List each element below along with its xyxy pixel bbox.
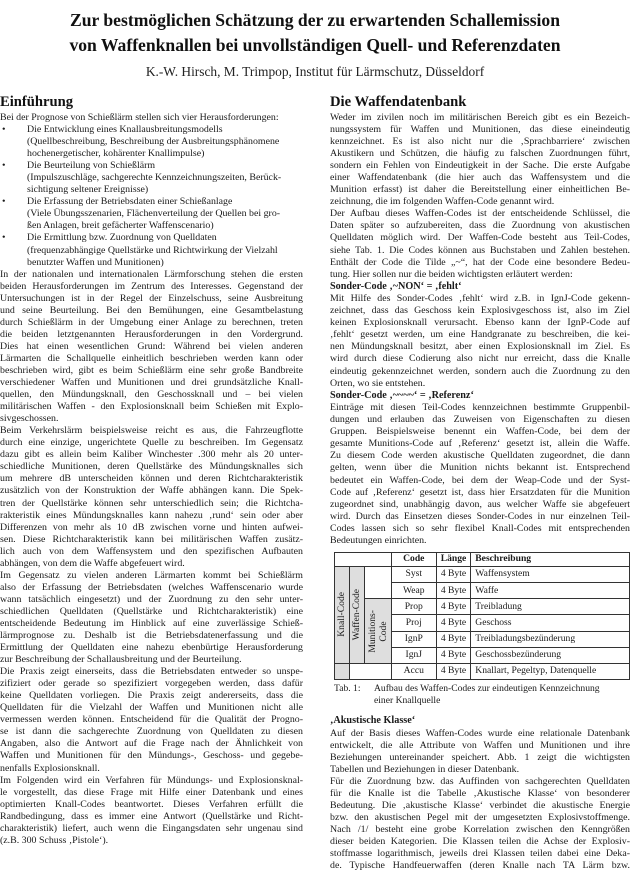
cell-length: 4 Byte bbox=[436, 566, 471, 582]
bullet-line: (Quellbeschreibung, Beschreibung der Ausbreitungsphänomene bbox=[27, 136, 280, 148]
paragraph bbox=[0, 775, 303, 847]
text-line: schiedlichen Quelldaten (Quellstärke und Richtcharakteristik) eine bbox=[0, 605, 303, 617]
table-caption bbox=[334, 683, 630, 706]
group-waffen-code bbox=[349, 566, 364, 663]
text-line: Akustikern und Schützen, die häufig zu falschen Zuordnungen führt, bbox=[330, 148, 630, 160]
text-line: wird durch diese Codierung also nicht nur erreicht, dass die Knalle bbox=[330, 353, 630, 365]
text-line: Beziehungen untereinander speichert. Abb. 1 zeigt die wichtigsten bbox=[330, 751, 630, 763]
text-line: zifiziert oder gerade so spezifiziert vorgegeben werden, dass dafür bbox=[0, 678, 303, 690]
text-line: eindeutig gekennzeichnet werden, sondern auch die Zuordnung zu den bbox=[330, 365, 630, 377]
text-line: dieser beiden Kategorien. Die Klassen teilen die Achse der Explosiv- bbox=[330, 836, 630, 848]
bullet-list bbox=[0, 124, 303, 269]
subheading-referenz: Sonder-Code ‚~~~~‘ = ‚Referenz‘ bbox=[330, 389, 474, 401]
text-line: optimierten Knall-Codes beantwortet. Dieses Verfahren erfüllt die bbox=[0, 798, 303, 810]
text-line: Quelldaten möglich wird. Der Waffen-Code besteht aus Teil-Codes, bbox=[330, 232, 630, 244]
text-line: ‚fehlt‘ gesetzt werden, um eine Handgranate zu beschreiben, die kei- bbox=[330, 329, 630, 341]
cell-code: Weap bbox=[391, 582, 436, 598]
text-line: zugeordnet sind, unabhängig davon, aus welcher Waffe sie abgefeuert bbox=[330, 498, 630, 510]
intro-lead: Bei der Prognose von Schießlärm stellen sich vier Herausforderungen: bbox=[0, 112, 279, 123]
text-line: zeichnung, die im folgenden Waffen-Code genannt wird. bbox=[330, 196, 555, 208]
text-line: lärmprognose zu. Deshalb ist die Betriebsdatenerfassung und die bbox=[0, 630, 303, 642]
bullet-item bbox=[0, 124, 303, 160]
group-knall-code bbox=[335, 566, 350, 663]
text-line: entscheidende Bedeutung im Hinblick auf eine zuverlässige Schieß- bbox=[0, 617, 303, 629]
cell-code: IgnP bbox=[391, 631, 436, 647]
text-line: Enthält der Code die Tilde „~“, hat der Code eine besondere Bedeu- bbox=[330, 256, 630, 268]
text-line: also der Erfassung der Betriebsdaten (welches Waffenscenario wurde bbox=[0, 581, 303, 593]
cell-length: 4 Byte bbox=[436, 599, 471, 615]
text-line: Untersuchungen ist in der Regel der Einzelschuss, seine Ausbreitung bbox=[0, 292, 303, 304]
cell-code: Syst bbox=[391, 566, 436, 582]
text-line: se ist dann die sachgerechte Zuordnung von Quelldaten zu diesen bbox=[0, 726, 303, 738]
paragraph bbox=[0, 269, 303, 426]
text-line: tung. Hier sollen nur die beiden wichtigsten erläutert werden: bbox=[330, 268, 573, 280]
cell-code: IgnJ bbox=[391, 647, 436, 663]
bullet-line: (Viele Übungsszenarien, Flächenverteilung der Quellen bei gro- bbox=[27, 208, 281, 220]
paragraph bbox=[0, 570, 303, 666]
text-line: wird. Durch das Einsetzen dieses Sonder-Codes in nur einzelnen Teil- bbox=[330, 510, 630, 522]
cell-length: 4 Byte bbox=[436, 631, 471, 647]
cell-description: Waffe bbox=[471, 582, 630, 598]
text-line: Waffen und Munitionen für den Mündungs-, Geschoss- und gegebe- bbox=[0, 750, 303, 762]
text-line: abhängen, von dem die Waffe abgefeuert wird. bbox=[0, 557, 185, 569]
text-line: beschrieben wird, gibt es beim Schießlärm eine sehr große Bandbreite bbox=[0, 364, 303, 376]
text-line: bzw. den akustischen Pegel mit der umgesetzten Explosivstoffmenge. bbox=[330, 812, 630, 824]
table-header-length: Länge bbox=[436, 552, 471, 566]
bullet-item bbox=[0, 160, 303, 196]
text-line: kennzeichnet. Es ist also nicht nur die ‚Sprachbarriere‘ zwischen bbox=[330, 136, 630, 148]
text-line: bedeutet ein Waffen-Code, bei dem der Weap-Code und der Syst- bbox=[330, 474, 630, 486]
cell-length: 4 Byte bbox=[436, 615, 471, 631]
cell-length: 4 Byte bbox=[436, 582, 471, 598]
text-line: Orten, wo sie entstehen. bbox=[330, 377, 426, 389]
table-caption-label: Tab. 1: bbox=[334, 683, 361, 695]
bullet-item bbox=[0, 196, 303, 232]
text-line: Für die Zuordnung bzw. das Auffinden von sachgerechten Quelldaten bbox=[330, 775, 630, 787]
group-munitions-code bbox=[364, 599, 391, 664]
text-line: Tabellen und Beziehungen in dieser Datenbank. bbox=[330, 763, 520, 775]
group-label-waffen: Waffen-Code bbox=[351, 589, 363, 641]
bullet-icon: • bbox=[2, 196, 6, 208]
bullet-icon: • bbox=[2, 124, 6, 136]
table-header-code: Code bbox=[391, 552, 436, 566]
text-line: Im Gegensatz zu vielen anderen Lärmarten kommt bei Schießlärm bbox=[0, 569, 303, 581]
group-label-munitions-2: Code bbox=[377, 620, 389, 642]
text-line: Beim Verkehrslärm beispielsweise reicht es aus, die Fahrzeugflotte bbox=[0, 425, 303, 437]
text-line: einer Waffendatenbank (die hier auch das Waffensystem und die bbox=[330, 172, 630, 184]
text-line: le vorgestellt, das diese Frage mit Hilfe einer Datenbank und eines bbox=[0, 786, 303, 798]
text-line: Der Aufbau dieses Waffen-Codes ist der entscheidende Schlüssel, die bbox=[330, 208, 630, 220]
table-caption-line: einer Knallquelle bbox=[374, 694, 441, 706]
text-line: Code auf ‚Referenz‘ gesetzt ist, dass hier Ersatzdaten für die Munition bbox=[330, 486, 630, 498]
text-line: Bedeutung. Die ‚akustische Klasse‘ verbindet die akustische Energie bbox=[330, 799, 630, 811]
text-line: nenfalls Explosionsknall. bbox=[0, 762, 100, 774]
text-line: gelten, wenn über die Munition nichts bekannt ist. Entsprechend bbox=[330, 462, 630, 474]
text-line: Randbedingung, dass es immer eine Antwort (Quellstärke und Richt- bbox=[0, 810, 303, 822]
paragraph bbox=[330, 728, 630, 776]
text-line: siehe Tab. 1. Die Codes können aus Buchstaben und Zahlen bestehen. bbox=[330, 244, 630, 256]
text-line: zusätzlich von der Konstruktion der Waffe abhängen kann. Die Spek- bbox=[0, 485, 303, 497]
bullet-line: (frequenzabhängige Quellstärke und Richtwirkung der Vielzahl bbox=[27, 244, 278, 256]
text-line: keinen Explosionsknall verursacht. Ebenso kann der IgnP-Code auf bbox=[330, 317, 630, 329]
text-line: tren der Quellstärke können sehr unterschiedlich sein; die Richtcha- bbox=[0, 497, 303, 509]
text-line: Weder im zivilen noch im militärischen Bereich gibt es ein Bezeich- bbox=[330, 112, 630, 123]
text-line: wann tatsächlich eingesetzt) und der Zuordnung zu den sehr unter- bbox=[0, 593, 303, 605]
bullet-line: Die Ermittlung bzw. Zuordnung von Quelldaten bbox=[27, 232, 217, 244]
cell-description: Knallart, Pegeltyp, Datenquelle bbox=[471, 663, 630, 679]
text-line: dazu gibt es allein beim Kaliber Winchester .300 mehr als 20 unter- bbox=[0, 449, 303, 461]
intro-paragraphs bbox=[0, 269, 303, 847]
text-line: Munition erfasst) ist daher die Bereitstellung einer einheitlichen Be- bbox=[330, 184, 630, 196]
text-line: In der nationalen und internationalen Lärmforschung stehen die ersten bbox=[0, 268, 303, 280]
text-line: durch Schießlärm in der Umgebung einer Anlage zu berechnen, treten bbox=[0, 316, 303, 328]
text-line: Auf der Basis dieses Waffen-Codes wurde eine relationale Datenbank bbox=[330, 727, 630, 739]
text-line: quellen, den Mündungsknall, den Geschossknall und – bei vielen bbox=[0, 389, 303, 401]
text-line: Einträge mit diesen Teil-Codes kennzeichnen bestimmte Gruppenbil- bbox=[330, 402, 630, 414]
text-line: Die Praxis zeigt einerseits, dass die Betriebsdaten entweder so unspe- bbox=[0, 666, 303, 678]
text-line: Codes lassen sich so sehr flexibel Knall-Codes mit entsprechenden bbox=[330, 522, 630, 534]
table-empty-cell bbox=[349, 663, 391, 679]
text-line: gesamte Munitions-Code auf ‚Referenz‘ gesetzt ist, allein die Waffe. bbox=[330, 438, 630, 450]
cell-length: 4 Byte bbox=[436, 663, 471, 679]
text-line: Differenzen von mehr als 10 dB zwischen vorne und hinten aufwei- bbox=[0, 521, 303, 533]
text-line: beiden Herausforderungen im Zentrum des Interesses. Gegenstand der bbox=[0, 280, 303, 292]
text-line: und seine Beurteilung. Bei den Bemühungen, eine Gesamtbelastung bbox=[0, 304, 303, 316]
text-line: Nach /1/ besteht eine grobe Korrelation zwischen den Kenngrößen bbox=[330, 824, 630, 836]
text-line: rakteristik eines Mündungsknalles kann nahezu ‚rund‘ sein oder aber bbox=[0, 509, 303, 521]
text-line: (z.B. 300 Schuss ‚Pistole‘). bbox=[0, 834, 109, 846]
text-line: sondern ein Fehlen von Eindeutigkeit in der Sache. Die erste Aufgabe bbox=[330, 160, 630, 172]
text-line: zeichnet, dass das Geschoss kein Explosivgeschoss ist, also im Ziel bbox=[330, 305, 630, 317]
text-line: Mit Hilfe des Sonder-Codes ‚fehlt‘ wird z.B. in IgnJ-Code gekenn- bbox=[330, 293, 630, 305]
text-line: charakteristik) liefert, auch wenn die Eingangsdaten sehr ungenau sind bbox=[0, 822, 303, 834]
right-column bbox=[330, 94, 630, 872]
group-label-munitions-1: Munitions- bbox=[366, 609, 378, 653]
title-line-1: Zur bestmöglichen Schätzung der zu erwartenden Schallemission bbox=[69, 10, 561, 30]
text-line: zur Beschreibung der Schallausbreitung und der Beurteilung. bbox=[0, 654, 242, 666]
text-line: die beiden letztgenannten Herausforderungen in den Vordergrund. bbox=[0, 328, 303, 340]
cell-description: Geschoss bbox=[471, 615, 630, 631]
cell-length: 4 Byte bbox=[436, 647, 471, 663]
paragraph bbox=[330, 402, 630, 547]
text-line: keine Quelldaten vorliegen. Die Praxis zeigt andererseits, dass die bbox=[0, 690, 303, 702]
cell-description: Waffensystem bbox=[471, 566, 630, 582]
table-empty-cell bbox=[364, 566, 391, 598]
bullet-line: (Impulszuschläge, sachgerechte Kennzeichnungszeiten, Berück- bbox=[27, 172, 282, 184]
text-line: nungssystem für Waffen und Munitionen, das diese eineindeutig bbox=[330, 124, 630, 136]
text-line: entwickelt, die alle Attribute von Waffen und Munitionen und ihre bbox=[330, 739, 630, 751]
bullet-icon: • bbox=[2, 232, 6, 244]
text-line: für die Knalle ist die Tabelle ‚Akustische Klasse‘ von besonderer bbox=[330, 787, 630, 799]
paper-title bbox=[0, 8, 630, 58]
text-line: sen. Diese Richtcharakteristik kann bei militärischen Waffen zusätz- bbox=[0, 533, 303, 545]
text-line: Zu diesem Code werden akustische Quelldaten zugeordnet, die dann bbox=[330, 450, 630, 462]
bullet-item bbox=[0, 232, 303, 268]
text-line: Dies hat einen wesentlichen Grund: Während bei vielen anderen bbox=[0, 340, 303, 352]
paragraph bbox=[330, 293, 630, 389]
text-line: Bedeutungen einrichten. bbox=[330, 534, 427, 546]
subheading-nonfehlt: Sonder-Code ‚~NON‘ = ‚fehlt‘ bbox=[330, 280, 462, 292]
table-row bbox=[335, 599, 630, 615]
bullet-line: Die Erfassung der Betriebsdaten einer Schießanlage bbox=[27, 196, 233, 208]
bullet-line: sichtigung seltener Ereignisse) bbox=[27, 184, 149, 196]
text-line: Gruppen. Beispielsweise benennt ein Waffen-Code, bei dem der bbox=[330, 426, 630, 438]
bullet-line: ßen Anlagen, breit gefächerter Waffenscenario) bbox=[27, 220, 214, 232]
cell-description: Geschossbezünderung bbox=[471, 647, 630, 663]
text-line: vermessen werden können. Entscheidend für die Qualität der Progno- bbox=[0, 714, 303, 726]
text-line: durch eine einzige, ungerichtete Quelle zu beschreiben. Im Gegensatz bbox=[0, 437, 303, 449]
text-line: verschiedener Waffen und Munitionen und drei grundsätzliche Knall- bbox=[0, 377, 303, 389]
paragraph bbox=[330, 208, 630, 280]
table-header-description: Beschreibung bbox=[471, 552, 630, 566]
table-caption-line: Aufbau des Waffen-Codes zur eindeutigen Kennzeichnung bbox=[374, 683, 600, 695]
text-line: Angaben, also die Antwort auf die Frage nach der Ähnlichkeit von bbox=[0, 738, 303, 750]
group-knall-code-tail bbox=[335, 663, 350, 679]
bullet-line: benutzter Waffen und Munitionen) bbox=[27, 256, 164, 268]
title-line-2: von Waffenknallen bei unvollständigen Quell- und Referenzdaten bbox=[69, 35, 561, 55]
text-line: de. Typische Handfeuerwaffen (deren Knalle nach TA Lärm bzw. bbox=[330, 860, 630, 872]
weapon-code-table bbox=[334, 552, 630, 680]
left-column bbox=[0, 94, 303, 847]
section-heading-intro: Einführung bbox=[0, 94, 74, 110]
cell-description: Treibladungsbezünderung bbox=[471, 631, 630, 647]
table-row bbox=[335, 566, 630, 582]
cell-code: Accu bbox=[391, 663, 436, 679]
paragraph bbox=[0, 425, 303, 570]
cell-code: Prop bbox=[391, 599, 436, 615]
paragraph bbox=[330, 776, 630, 872]
text-line: sivgeschossen. bbox=[0, 413, 59, 425]
cell-code: Proj bbox=[391, 615, 436, 631]
text-line: dungen und erlauben das Zuweisen von Eigenschaften zu diesen bbox=[330, 414, 630, 426]
text-line: Lärmarten die Schallquelle einheitlich beschrieben werden kann oder bbox=[0, 352, 303, 364]
bullet-line: Die Beurteilung von Schießlärm bbox=[27, 160, 156, 172]
text-line: um mehrere dB unterscheiden können und deren Richtcharakteristik bbox=[0, 473, 303, 485]
table-header-empty bbox=[335, 552, 392, 566]
text-line: Ermittlung der Quelldaten eine nahezu ebenbürtige Herausforderung bbox=[0, 642, 303, 654]
text-line: schiedliche Munitionen, deren Quellstärke des Mündungsknalles sich bbox=[0, 461, 303, 473]
authors: K.-W. Hirsch, M. Trimpop, Institut für Lärmschutz, Düsseldorf bbox=[145, 64, 485, 79]
table-row bbox=[335, 663, 630, 679]
group-label-knall: Knall-Code bbox=[336, 592, 348, 638]
group-label-munitions bbox=[367, 610, 389, 653]
text-line: Daten später so aufzubereiten, dass die Zuordnung von akustischen bbox=[330, 220, 630, 232]
paragraph bbox=[0, 666, 303, 774]
text-line: militärischen Waffen - den Explosionsknall beim Schießen mit Explo- bbox=[0, 401, 303, 413]
subheading-akustische-klasse: ‚Akustische Klasse‘ bbox=[330, 715, 416, 727]
table-header-row bbox=[335, 552, 630, 566]
paragraph bbox=[330, 112, 630, 208]
bullet-line: Die Entwicklung eines Knallausbreitungsmodells bbox=[27, 124, 223, 136]
cell-description: Treibladung bbox=[471, 599, 630, 615]
text-line: stoffmasse logarithmisch, jeweils drei Klassen teilen dabei eine Deka- bbox=[330, 848, 630, 860]
bullet-line: hochenergetischer, kohärenter Knallimpulse) bbox=[27, 148, 205, 160]
text-line: Quelldaten für die Vielzahl der Waffen und Munitionen nicht alle bbox=[0, 702, 303, 714]
text-line: nen Mündungsknall besitzt, aber einen Explosionsknall im Ziel. Es bbox=[330, 341, 630, 353]
text-line: Im Folgenden wird ein Verfahren für Mündungs- und Explosionsknal- bbox=[0, 774, 303, 786]
bullet-icon: • bbox=[2, 160, 6, 172]
text-line: lich auch von dem Waffensystem und den spezifischen Aufbauten bbox=[0, 545, 303, 557]
section-heading-database: Die Waffendatenbank bbox=[330, 94, 467, 110]
